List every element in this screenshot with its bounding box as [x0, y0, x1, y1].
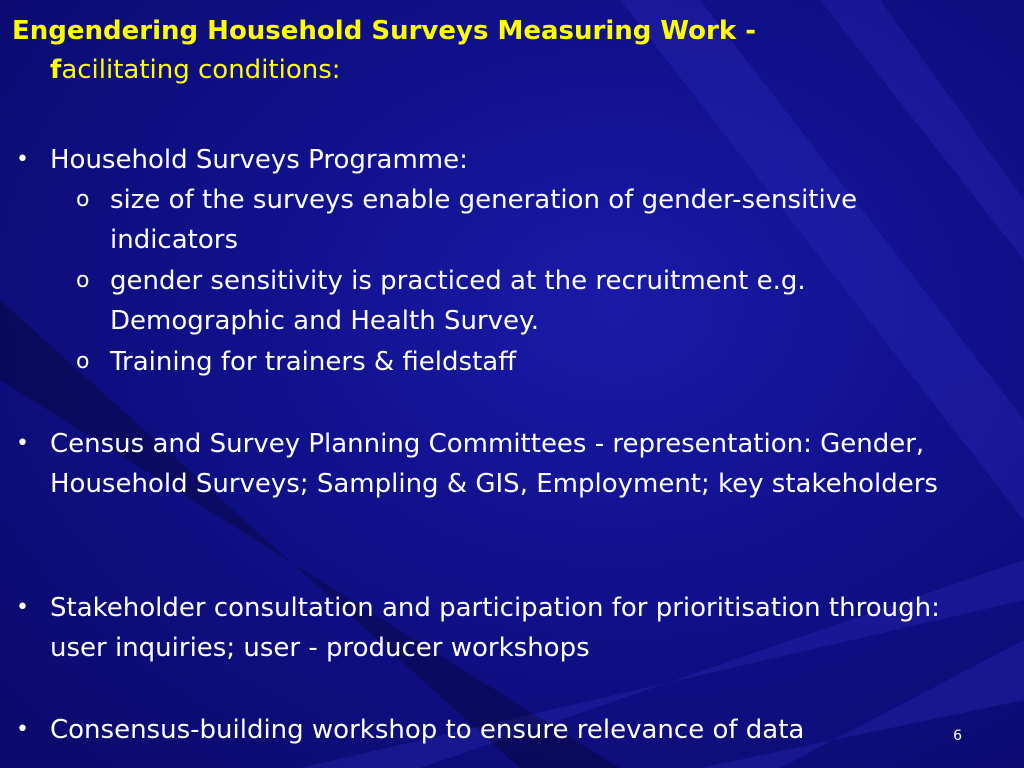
slide-title-continuation — [50, 55, 341, 85]
sub-bullet-icon: o — [76, 349, 90, 374]
title-continuation-rest: acilitating conditions: — [61, 55, 341, 85]
bullet-text: Consensus-building workshop to ensure relevance of data — [50, 715, 805, 745]
slide-title: Engendering Household Surveys Measuring Work - — [12, 16, 756, 46]
bullet-icon: • — [16, 147, 29, 172]
bullet-icon: • — [16, 595, 29, 620]
slide — [12, 8, 1012, 758]
bullet-text: Household Surveys Programme: — [50, 145, 468, 175]
sub-bullet-icon: o — [76, 268, 90, 293]
page-number: 6 — [953, 728, 962, 744]
sub-bullet-text: gender sensitivity is practiced at the recruitment e.g. Demographic and Health Survey. — [110, 266, 806, 336]
title-continuation-first-letter: f — [50, 55, 62, 85]
sub-bullet-text: size of the surveys enable generation of gender-sensitive indicators — [110, 185, 858, 255]
sub-bullet-icon: o — [76, 187, 90, 212]
bullet-text: Census and Survey Planning Committees - representation: Gender, Household Surveys; Sampling & GIS, Employment; key stakeholders — [50, 429, 938, 499]
bullet-icon: • — [16, 431, 29, 456]
sub-bullet-text: Training for trainers & fieldstaff — [110, 347, 517, 377]
bullet-icon: • — [16, 717, 29, 742]
bullet-text: Stakeholder consultation and participation for prioritisation through: user inquiries; user - producer workshops — [50, 593, 940, 663]
